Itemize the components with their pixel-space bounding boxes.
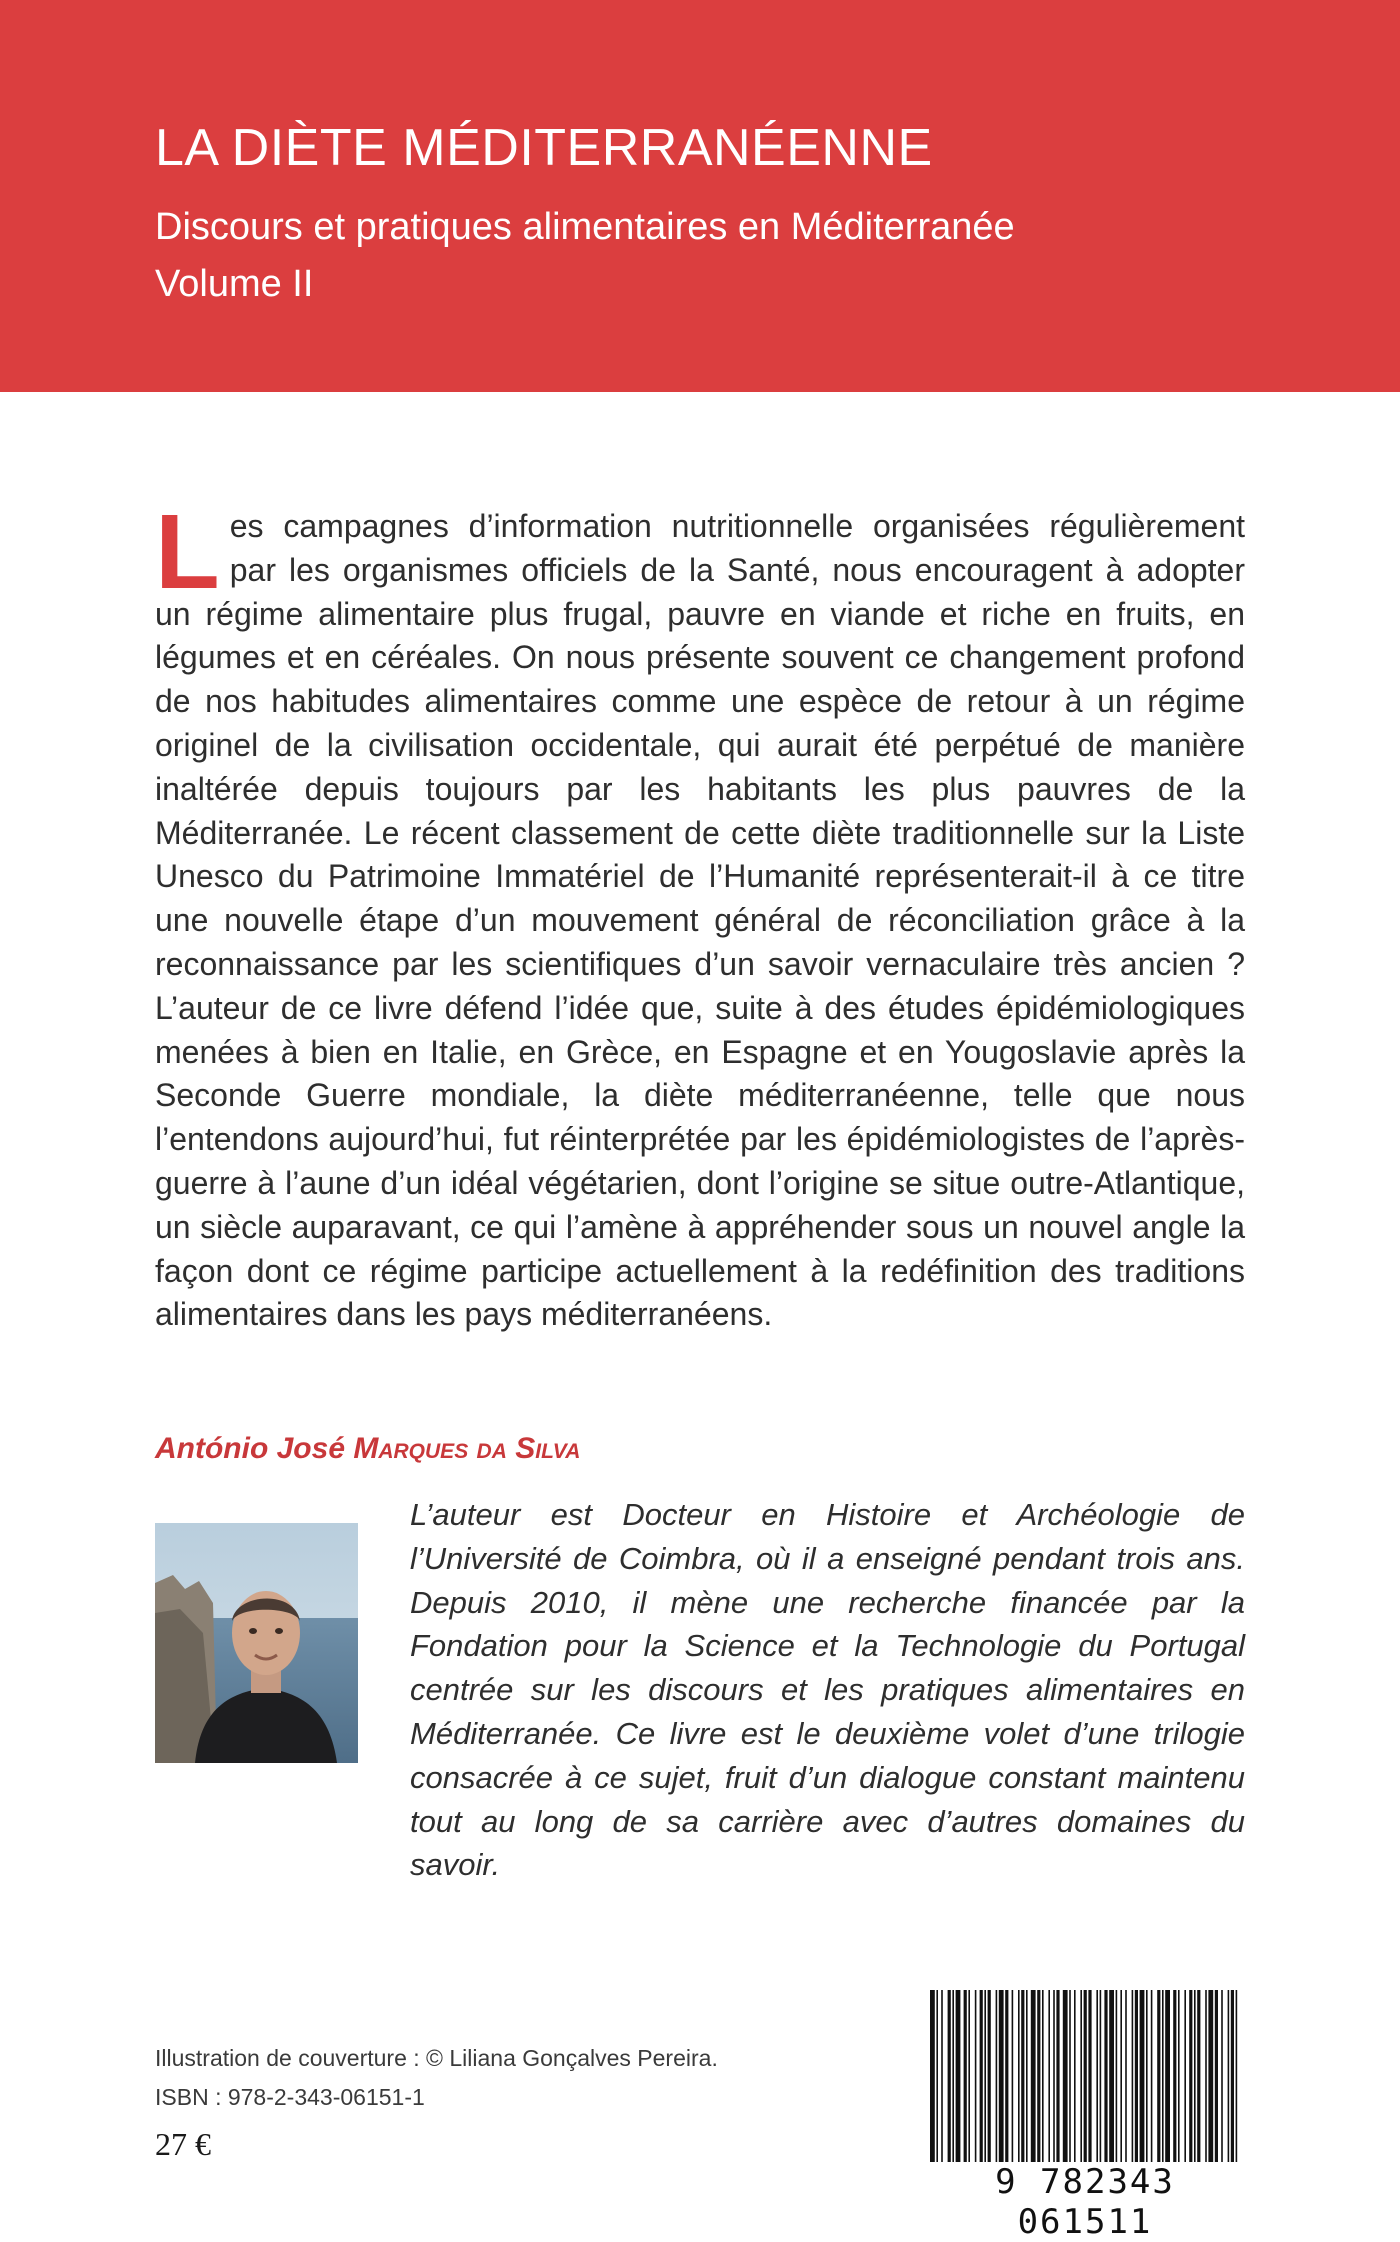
cover-header-band xyxy=(0,0,1400,392)
barcode-bar xyxy=(1135,1990,1138,2162)
barcode-bar xyxy=(968,1990,970,2162)
barcode-bar xyxy=(1012,1990,1014,2162)
author-name xyxy=(155,1432,580,1466)
book-summary xyxy=(155,493,1245,1337)
barcode-bar xyxy=(952,1990,954,2162)
author-bio: L’auteur est Docteur en Histoire et Archéologie de l’Université de Coimbra, où il a enseigné pendant trois ans. Depuis 2010, il mène une recherche financée par la Fondation pour la Science et la Technologie du Portugal centrée sur les discours et les pratiques alimentaires en Méditerranée. Ce livre est le deuxième volet d’une trilogie consacrée à ce sujet, fruit d’un dialogue constant maintenu tout au long de sa carrière avec d’autres domaines du savoir. xyxy=(410,1497,1245,1883)
barcode-bar xyxy=(1178,1990,1180,2162)
price: 27 € xyxy=(155,2126,211,2162)
book-title: LA DIÈTE MÉDITERRANÉENNE xyxy=(155,119,933,177)
barcode-bar xyxy=(996,1990,998,2162)
barcode-bar xyxy=(1084,1990,1087,2162)
barcode-bar xyxy=(980,1990,983,2162)
book-volume: Volume II xyxy=(155,263,314,305)
barcode-bar xyxy=(1157,1990,1160,2162)
barcode-bar xyxy=(1162,1990,1164,2162)
barcode-bar xyxy=(1146,1990,1148,2162)
book-subtitle: Discours et pratiques alimentaires en Méditerranée xyxy=(155,206,1015,248)
barcode-bar xyxy=(1109,1990,1114,2162)
barcode-bar xyxy=(1208,1990,1213,2162)
barcode-bar xyxy=(1048,1990,1050,2162)
barcode-bar xyxy=(1080,1990,1082,2162)
barcode-bars xyxy=(920,1990,1250,2162)
barcode-bar xyxy=(1031,1990,1036,2162)
barcode-bar xyxy=(1026,1990,1028,2162)
author-portrait xyxy=(155,1523,358,1763)
barcode-bar xyxy=(1018,1990,1020,2162)
barcode-bar xyxy=(1104,1990,1107,2162)
barcode-bar xyxy=(1063,1990,1068,2162)
barcode-bar xyxy=(1184,1990,1186,2162)
barcode-bar xyxy=(1189,1990,1192,2162)
barcode-bar xyxy=(1088,1990,1091,2162)
barcode-bar xyxy=(964,1990,967,2162)
barcode-bar xyxy=(1125,1990,1127,2162)
cover-illustration-credit: Illustration de couverture : © Liliana Gonçalves Pereira. xyxy=(155,2045,718,2071)
barcode-bar xyxy=(936,1990,938,2162)
barcode-bar xyxy=(1069,1990,1071,2162)
barcode-bar xyxy=(1194,1990,1196,2162)
barcode-bar xyxy=(1221,1990,1223,2162)
author-photo xyxy=(155,1523,358,1763)
author-given-names: António José xyxy=(155,1432,346,1465)
barcode-bar xyxy=(1132,1990,1134,2162)
barcode-bar xyxy=(1100,1990,1102,2162)
barcode-bar xyxy=(956,1990,961,2162)
barcode-bar xyxy=(1053,1990,1055,2162)
barcode-bar xyxy=(975,1990,977,2162)
barcode-bar xyxy=(1205,1990,1207,2162)
barcode-bar xyxy=(1116,1990,1118,2162)
barcode-bar xyxy=(1228,1990,1230,2162)
barcode-digits: 9 782343 061511 xyxy=(995,2162,1175,2242)
barcode-bar xyxy=(988,1990,991,2162)
isbn-number: ISBN : 978-2-343-06151-1 xyxy=(155,2084,425,2110)
barcode-bar xyxy=(930,1990,935,2162)
barcode-bar xyxy=(1236,1990,1238,2162)
barcode-bar xyxy=(1197,1990,1200,2162)
barcode-bar xyxy=(948,1990,951,2162)
barcode-bar xyxy=(1037,1990,1040,2162)
barcode-bar xyxy=(1021,1990,1024,2162)
author-surname-2: Silva xyxy=(515,1432,581,1465)
author-particle: da xyxy=(476,1432,507,1465)
barcode-bar xyxy=(984,1990,986,2162)
barcode-bar xyxy=(1074,1990,1076,2162)
barcode-bar xyxy=(1165,1990,1170,2162)
barcode-bar xyxy=(1096,1990,1098,2162)
barcode-bar xyxy=(999,1990,1004,2162)
barcode-bar xyxy=(1215,1990,1218,2162)
barcode-bar xyxy=(1005,1990,1008,2162)
barcode-bar xyxy=(1120,1990,1122,2162)
barcode-bar xyxy=(1231,1990,1234,2162)
barcode-bar xyxy=(1140,1990,1145,2162)
barcode-bar xyxy=(941,1990,943,2162)
isbn-barcode xyxy=(920,1990,1250,2242)
barcode-bar xyxy=(1056,1990,1059,2162)
drop-cap: L xyxy=(155,493,220,611)
author-surname-1: Marques xyxy=(353,1432,469,1465)
barcode-bar xyxy=(1042,1990,1044,2162)
summary-text: es campagnes d’information nutritionnelle organisées régulièrement par les organismes officiels de la Santé, nous encouragent à adopter un régime alimentaire plus frugal, pauvre en viande et riche en fruits, en légumes et en céréales. On nous présente souvent ce changement profond de nos habitudes alimentaires comme une espèce de retour à un régime originel de la civilisation occidentale, qui aurait été perpétué de manière inaltérée depuis toujours par les habitants les plus pauvres de la Méditerranée. Le récent classement de cette diète traditionnelle sur la Liste Unesco du Patrimoine Immatériel de l’Humanité représenterait-il à ce titre une nouvelle étape d’un mouvement général de réconciliation grâce à la reconnaissance par les scientifiques d’un savoir vernaculaire très ancien ? L’auteur de ce livre défend l’idée que, suite à des études épidémiologiques menées à bien en Italie, en Grèce, en Espagne et en Yougoslavie après la Seconde Guerre mondiale, la diète méditerranéenne, telle que nous l’entendons aujourd’hui, fut réinterprétée par les épidémiologistes de l’après-guerre à l’aune d’un idéal végétarien, dont l’origine se situe outre-Atlantique, un siècle auparavant, ce qui l’amène à appréhender sous un nouvel angle la façon dont ce régime participe actuellement à la redéfinition des traditions alimentaires dans les pays méditerranéens. xyxy=(155,508,1245,1333)
barcode-bar xyxy=(1173,1990,1176,2162)
barcode-bar xyxy=(1151,1990,1153,2162)
